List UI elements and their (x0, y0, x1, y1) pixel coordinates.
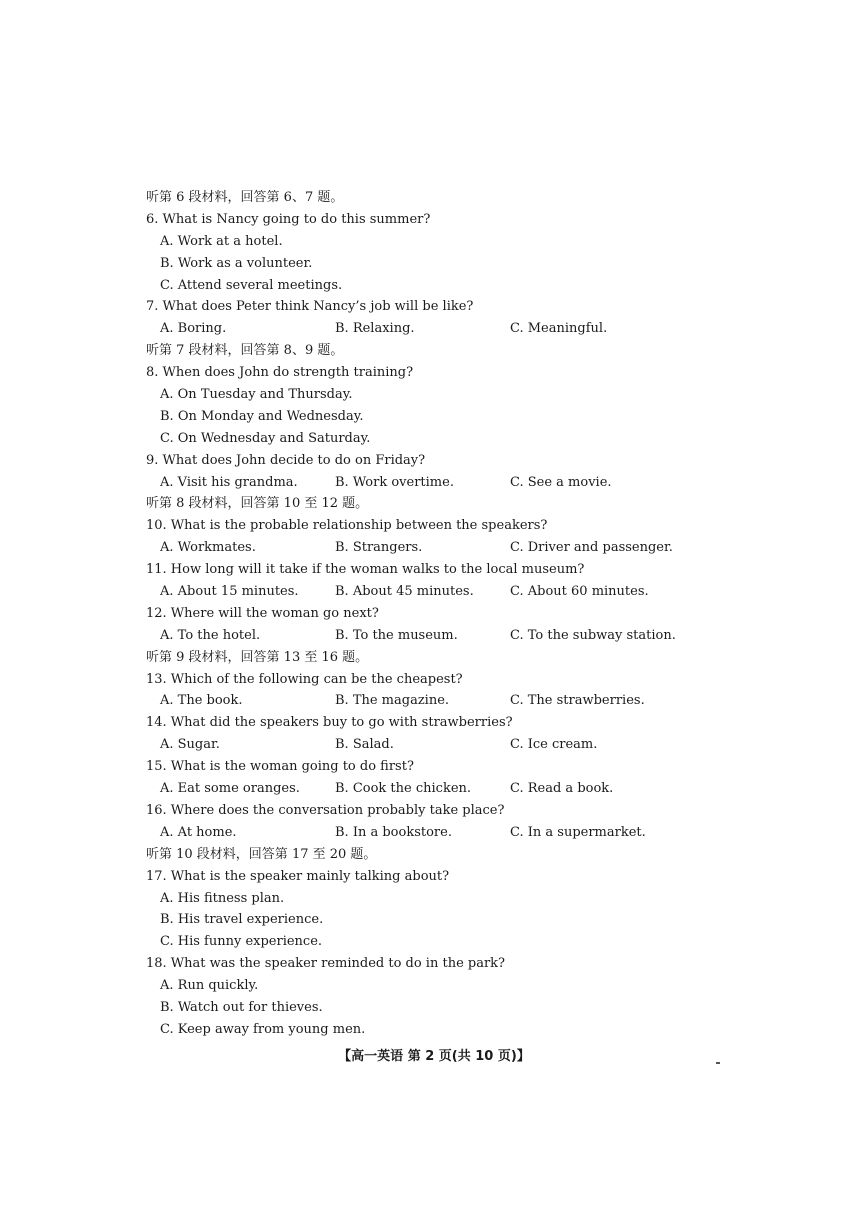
question-stem: 7. What does Peter think Nancy’s job will be like? (146, 299, 474, 315)
question-stem: 9. What does John decide to do on Friday? (146, 452, 426, 468)
answer-option-row (146, 690, 786, 712)
question-stem: 6. What is Nancy going to do this summer? (146, 211, 431, 227)
answer-option: C. Read a book. (510, 781, 614, 797)
question-stem: 8. When does John do strength training? (146, 365, 414, 381)
answer-option: B. His travel experience. (160, 912, 324, 928)
answer-option: A. On Tuesday and Thursday. (160, 387, 353, 403)
answer-option: A. The book. (160, 693, 243, 709)
answer-option-row (146, 778, 786, 800)
answer-option: C. His funny experience. (160, 934, 323, 950)
answer-option-row (146, 734, 786, 756)
answer-option: C. On Wednesday and Saturday. (160, 430, 371, 446)
section-heading: 听第 10 段材料，回答第 17 至 20 题。 (146, 846, 377, 862)
answer-option: B. The magazine. (335, 693, 450, 709)
answer-option-row (146, 822, 786, 844)
answer-option: A. Boring. (160, 321, 227, 337)
answer-option: B. Salad. (335, 737, 394, 753)
question-stem: 10. What is the probable relationship between the speakers? (146, 518, 548, 534)
answer-option: A. Work at a hotel. (160, 233, 283, 249)
answer-option: C. In a supermarket. (510, 824, 646, 840)
answer-option: B. Cook the chicken. (335, 781, 472, 797)
question-stem: 13. Which of the following can be the cheapest? (146, 671, 463, 687)
answer-option: C. Attend several meetings. (160, 277, 343, 293)
answer-option: B. Watch out for thieves. (160, 999, 323, 1015)
answer-option: B. To the museum. (335, 627, 458, 643)
listening-questions (146, 187, 786, 1041)
answer-option-row (146, 537, 786, 559)
answer-option: A. Eat some oranges. (160, 781, 300, 797)
question-stem: 14. What did the speakers buy to go with strawberries? (146, 715, 513, 731)
answer-option-row (146, 625, 786, 647)
answer-option-row (146, 581, 786, 603)
answer-option-row (146, 318, 786, 340)
question-stem: 11. How long will it take if the woman walks to the local museum? (146, 562, 585, 578)
answer-option: B. Relaxing. (335, 321, 415, 337)
question-stem: 12. Where will the woman go next? (146, 605, 379, 621)
section-heading: 听第 7 段材料，回答第 8、9 题。 (146, 343, 344, 359)
answer-option: A. Run quickly. (160, 978, 259, 994)
answer-option: A. Visit his grandma. (160, 474, 298, 490)
answer-option: A. To the hotel. (160, 627, 261, 643)
answer-option: A. His fitness plan. (160, 890, 285, 906)
answer-option: B. About 45 minutes. (335, 584, 474, 600)
answer-option: C. See a movie. (510, 474, 612, 490)
question-stem: 17. What is the speaker mainly talking about? (146, 868, 450, 884)
answer-option: C. Ice cream. (510, 737, 598, 753)
answer-option: B. In a bookstore. (335, 824, 452, 840)
question-stem: 18. What was the speaker reminded to do in the park? (146, 956, 506, 972)
answer-option: C. To the subway station. (510, 627, 676, 643)
answer-option: A. Sugar. (160, 737, 220, 753)
answer-option: C. Keep away from young men. (160, 1021, 366, 1037)
answer-option: C. Driver and passenger. (510, 540, 673, 556)
answer-option: B. On Monday and Wednesday. (160, 408, 364, 424)
answer-option: A. About 15 minutes. (160, 584, 299, 600)
question-stem: 16. Where does the conversation probably take place? (146, 802, 505, 818)
section-heading: 听第 6 段材料，回答第 6、7 题。 (146, 190, 344, 205)
question-stem: 15. What is the woman going to do first? (146, 759, 414, 775)
section-heading: 听第 9 段材料，回答第 13 至 16 题。 (146, 649, 369, 665)
answer-option: C. The strawberries. (510, 693, 645, 709)
answer-option: A. Workmates. (160, 540, 256, 556)
answer-option: C. About 60 minutes. (510, 584, 649, 600)
scan-speck (716, 1062, 720, 1064)
section-heading: 听第 8 段材料，回答第 10 至 12 题。 (146, 496, 369, 512)
answer-option: B. Strangers. (335, 540, 423, 556)
answer-option: B. Work overtime. (335, 474, 454, 490)
answer-option: C. Meaningful. (510, 321, 608, 337)
answer-option: A. At home. (160, 824, 237, 840)
answer-option: B. Work as a volunteer. (160, 255, 313, 271)
answer-option-row (146, 472, 786, 494)
page-footer: 【高一英语 第 2 页(共 10 页)】 (338, 1049, 530, 1064)
